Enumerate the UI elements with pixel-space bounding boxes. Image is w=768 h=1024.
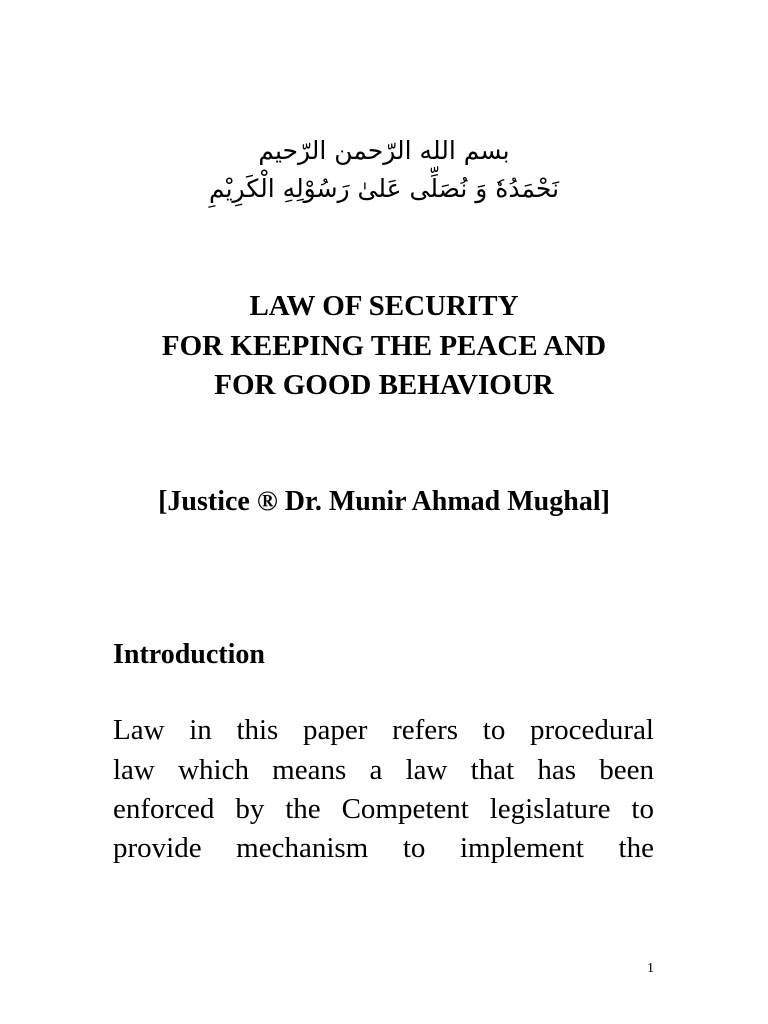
author-line: [Justice ® Dr. Munir Ahmad Mughal] xyxy=(158,486,610,517)
document-title-line: FOR KEEPING THE PEACE AND xyxy=(161,330,607,362)
section-heading: Introduction xyxy=(113,639,265,670)
body-text-line: provide mechanism to implement the xyxy=(113,832,654,864)
body-text-line: enforced by the Competent legislature to xyxy=(113,793,654,825)
document-title-line: FOR GOOD BEHAVIOUR xyxy=(214,369,554,401)
page-number: 1 xyxy=(647,961,654,976)
bismillah-invocation: بسم الله الرّحمن الرّحيم xyxy=(258,136,510,165)
body-text-line: law which means a law that has been xyxy=(113,754,654,786)
salutation-invocation: نَحْمَدُهٗ وَ نُصَلِّى عَلىٰ رَسُوْلِهِ الْكَرِيْمِ xyxy=(208,174,560,203)
document-title-line: LAW OF SECURITY xyxy=(249,290,519,322)
body-text-line: Law in this paper refers to procedural xyxy=(113,714,654,746)
